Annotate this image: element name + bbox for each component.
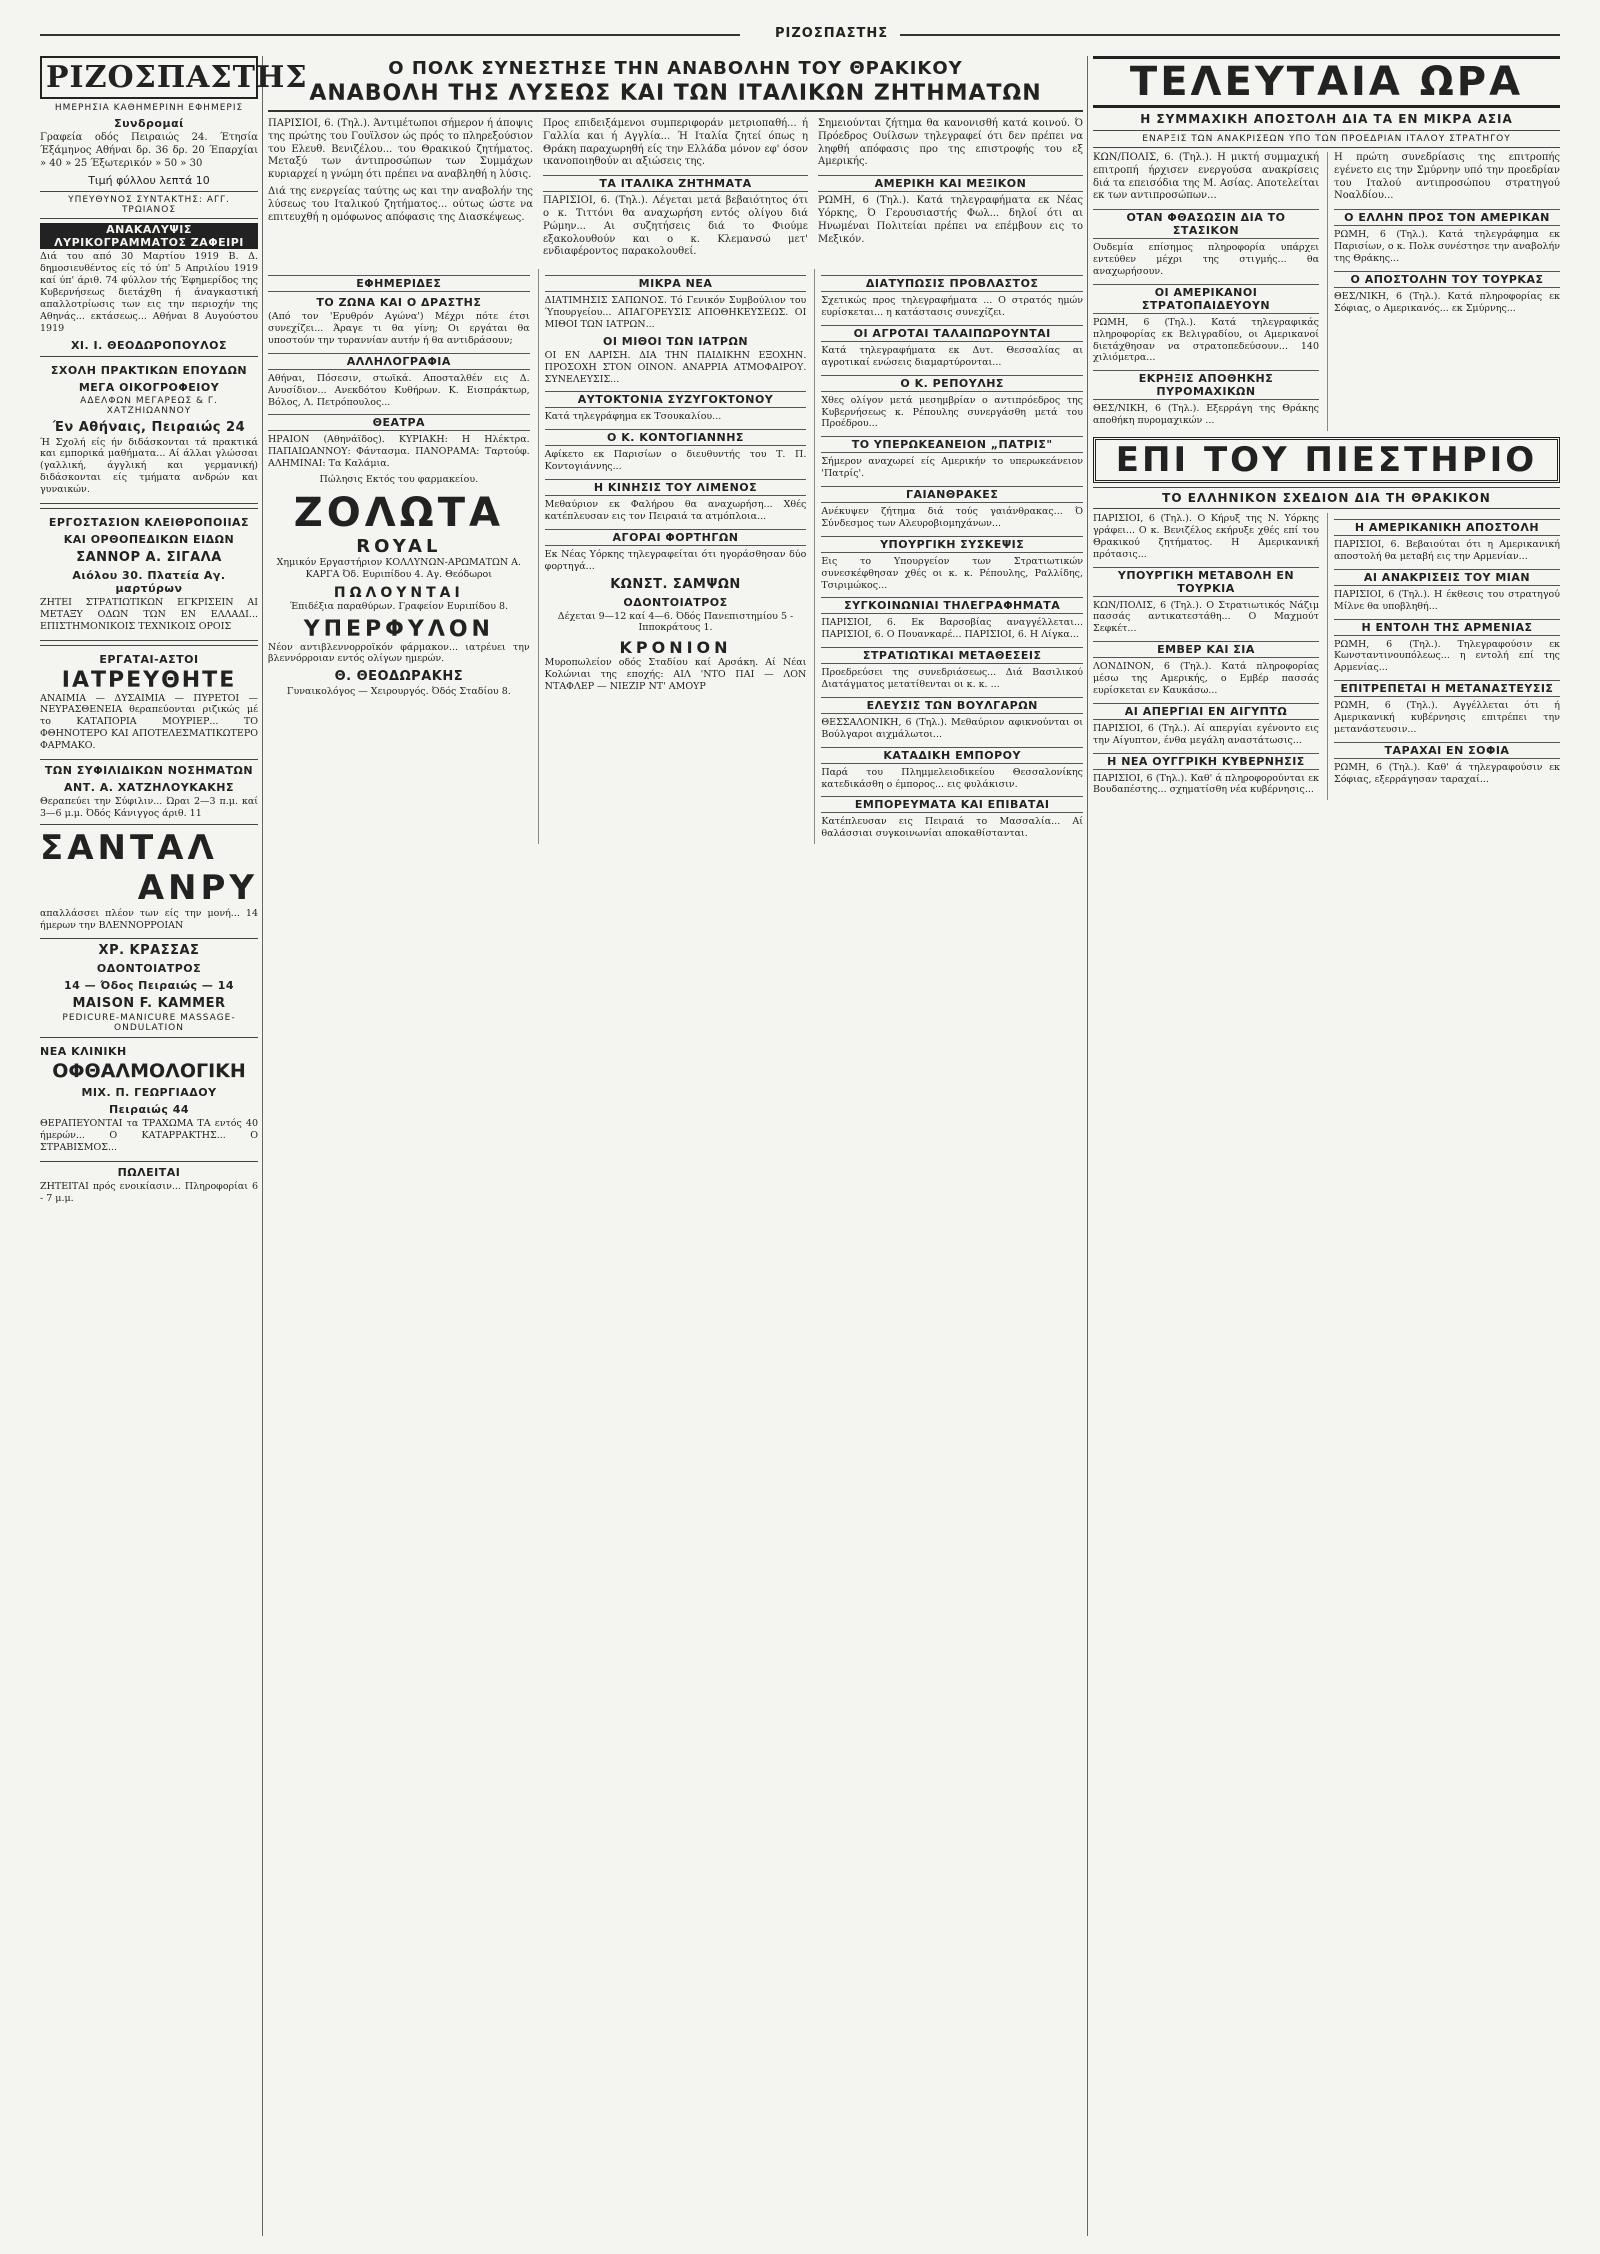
wanted-title: ΠΩΛΕΙΤΑΙ bbox=[117, 1166, 181, 1180]
pi-p10-text: ΡΩΜΗ, 6 (Τηλ.). Καθ' ά τηλεγραφούσιν εκ Σόφιας, εξερράγησαν ταραχαί... bbox=[1334, 761, 1560, 785]
kinisis-text: Μεθαύριον εκ Φαλήρου θα αναχωρήση... Χθές κατέπλευσαν εις τον Πειραιά τα ατμόπλοια... bbox=[544, 499, 807, 522]
fortigon-text: Εκ Νέας Υόρκης τηλεγραφείται ότι ηγοράσθησαν δύο φορτηγά... bbox=[544, 548, 807, 572]
teleftaia-headline: ΤΕΛΕΥΤΑΙΑ ΩΡΑ bbox=[1093, 56, 1560, 108]
aftoktonia-text: Κατά τηλεγράφημα εκ Τσουκαλίου... bbox=[544, 411, 722, 423]
teleftaia-sub2: ΕΝΑΡΞΙΣ ΤΩΝ ΑΝΑΚΡΙΣΕΩΝ ΥΠΟ ΤΩΝ ΠΡΟΕΔΡΙΑΝ ΙΤΑΛΟΥ ΣΤΡΑΤΗΓΟΥ bbox=[1093, 130, 1560, 148]
piestirio-body bbox=[1093, 513, 1560, 800]
doctor-text: ΑΝΑΙΜΙΑ — ΔΥΣΑΙΜΙΑ — ΠΥΡΕΤΟΙ — ΝΕΥΡΑΣΘΕΝΕΙΑ θεραπεύονται ριζικώς μέ το ΚΑΤΑΠΟΡΙΑ ΜΟΥΡΙΕΡ... ΤΟ ΦΘΗΝΟΤΕΡΟ ΚΑΙ ΑΠΟΤΕΛΕΣΜΑΤΙΚΩΤΕΡΟ ΦΑΡΜΑΚΟ. bbox=[40, 692, 258, 752]
lower-section bbox=[268, 269, 1083, 844]
dep-title: ΔΙΑΤΥΠΩΣΙΣ ΠΡΟΒΛΑΣΤΟΣ bbox=[821, 275, 1083, 292]
column-rule-2 bbox=[1087, 56, 1088, 2236]
pi-p2-text: ΚΩΝ/ΠΟΛΙΣ, 6 (Τηλ.). Ο Στρατιωτικός Νάζιμ πασσάς αντικατεστάθη... Ο Μαχμούτ Σεφκέτ... bbox=[1093, 599, 1319, 635]
lower-col-1 bbox=[268, 269, 530, 844]
t-sec4-text: ΡΩΜΗ, 6 (Τηλ.). Κατά τηλεγράφημα εκ Παρισίων, ο κ. Πολκ συνέστησε την αναβολήν της Θράκης... bbox=[1334, 229, 1560, 264]
patris-title: ΤΟ ΥΠΕΡΩΚΕΑΝΕΙΟΝ „ΠΑΤΡΙΣ" bbox=[821, 436, 1083, 453]
banner-top: Ο ΠΟΛΚ ΣΥΝΕΣΤΗΣΕ ΤΗΝ ΑΝΑΒΟΛΗΝ ΤΟΥ ΘΡΑΚΙΚΟΥ bbox=[388, 58, 963, 79]
notice-signature: ΧΙ. Ι. ΘΕΟΔΩΡΟΠΟΥΛΟΣ bbox=[70, 338, 228, 352]
dentist-name: ΧΡ. ΚΡΑΣΣΑΣ bbox=[98, 943, 200, 959]
pi-p8-text: ΡΩΜΗ, 6 (Τηλ.). Τηλεγραφούσιν εκ Κωνσταντινουπόλεως... η εντολή επί της Αρμενίας... bbox=[1334, 638, 1560, 674]
alliot-text: Αθήναι, Πόσεσιν, στωϊκά. Αποσταλθέν εις Δ. Ανυσίδιον... Ανεκδότου Κυθήρων. Κ. Εισπράκτωρ, Βόλος, Λ. Πετρόπουλος... bbox=[268, 372, 530, 408]
italian-text: ΠΑΡΙΣΙΟΙ, 6. (Τηλ.). Λέγεται μετά βεβαιότητος ότι ο κ. Τιττόνι θα αναχωρήση εντός ολίγου διά Ρώμην... Αι συζητήσεις διά το Φιούμε εξακολουθούν και ο κ. Κλεμανσώ μετ' ενδιαφέροντος παρακολουθεί. bbox=[543, 195, 808, 258]
t-sec4-title: Ο ΕΛΛΗΝ ΠΡΟΣ ΤΟΝ ΑΜΕΡΙΚΑΝ bbox=[1334, 209, 1560, 226]
clinic-title: ΝΕΑ ΚΛΙΝΙΚΗ bbox=[40, 1045, 127, 1059]
santal-ad bbox=[40, 824, 258, 940]
gaian-text: Ανέκυψεν ζήτημα διά τούς γαιάνθρακας... Ό Σύνδεσμος των Αλευροβιομηχάνων... bbox=[821, 506, 1084, 529]
santal-text: απαλλάσσει πλέον των είς την μονή... 14 ήμερων την ΒΛΕΝΝΟΡΡΟΙΑΝ bbox=[40, 907, 258, 931]
eph-title: ΕΦΗΜΕΡΙΔΕΣ bbox=[268, 275, 530, 292]
mikra-title: ΜΙΚΡΑ ΝΕΑ bbox=[545, 275, 807, 292]
pi-p2-title: ΥΠΟΥΡΓΙΚΗ ΜΕΤΑΒΟΛΗ ΕΝ ΤΟΥΡΚΙΑ bbox=[1093, 567, 1319, 597]
t-sec1-text: Ουδεμία επίσημος πληροφορία υπάρχει εντεύθεν μέχρι της στιγμής... θα αναχωρήσουν. bbox=[1093, 242, 1319, 277]
pi-p9-title: ΕΠΙΤΡΕΠΕΤΑΙ Η ΜΕΤΑΝΑΣΤΕΥΣΙΣ bbox=[1334, 680, 1560, 697]
column-left bbox=[40, 56, 308, 2236]
mikra-text2: ΟΙ ΕΝ ΛΑΡΙΣΗ. ΔΙΑ ΤΗΝ ΠΑΙΔΙΚΗΝ ΕΞΟΧΗΝ. ΠΡΟΣΟΧΗ ΣΤΟΝ ΟΙΝΟΝ. ΑΝΑΡΡΙΑ ΑΤΜΟΦΑΙΡΟΥ. ΣΥΝΕΛΕΥΣΙΣ... bbox=[544, 349, 807, 385]
dentist-role: ΟΔΟΝΤΟΙΑΤΡΟΣ bbox=[96, 962, 202, 976]
clinic-ad bbox=[40, 1037, 258, 1162]
school-text: Ή Σχολή είς ήν διδάσκονται τά πρακτικά και εμπορικά μαθήματα... Αί άλλαι γλώσσαι (γαλλική, άγγλική και γερμανική) διδάσκονται είς τμήματα ανδρών και γυναικών. bbox=[40, 436, 258, 496]
running-head-title: ΡΙΖΟΣΠΑΣΤΗΣ bbox=[775, 26, 889, 41]
pi-p10-title: ΤΑΡΑΧΑΙ ΕΝ ΣΟΦΙΑ bbox=[1334, 742, 1560, 759]
telegr-text: ΠΑΡΙΣΙΟΙ, 6. Εκ Βαρσοβίας αναγγέλλεται... ΠΑΡΙΣΙΟΙ, 6. Ο Πουανκαρέ... ΠΑΡΙΣΙΟΙ, 6. Η Λίγκα... bbox=[821, 617, 1084, 641]
dentist3-name: ΚΩΝΣΤ. ΣΑΜΨΩΝ bbox=[610, 576, 741, 592]
clinic-name: ΜΙΧ. Π. ΓΕΩΡΓΙΑΔΟΥ bbox=[81, 1086, 217, 1100]
milit-text: Προεδρεύσει της συνεδριάσεως... Διά Βασιλικού Διατάγματος μετατίθενται οι κ. κ. ... bbox=[821, 667, 1084, 691]
eph-sub: ΤΟ ΖΩΝΑ ΚΑΙ Ο ΔΡΑΣΤΗΣ bbox=[316, 296, 482, 310]
teleftaia-sub1: Η ΣΥΜΜΑΧΙΚΗ ΑΠΟΣΤΟΛΗ ΔΙΑ ΤΑ ΕΝ ΜΙΚΡΑ ΑΣΙΑ bbox=[1140, 112, 1513, 126]
pi-p8-title: Η ΕΝΤΟΛΗ ΤΗΣ ΑΡΜΕΝΙΑΣ bbox=[1334, 619, 1560, 636]
dentist3-role: ΟΔΟΝΤΟΙΑΤΡΟΣ bbox=[623, 595, 728, 609]
polountai-word: ΠΩΛΟΥΝΤΑΙ bbox=[333, 584, 464, 601]
pelops-title: ΟΙ ΑΓΡΟΤΑΙ ΤΑΛΑΙΠΩΡΟΥΝΤΑΙ bbox=[821, 325, 1083, 342]
thess-title: ΕΛΕΥΣΙΣ ΤΩΝ ΒΟΥΛΓΑΡΩΝ bbox=[821, 697, 1083, 714]
zoloto-word: ΖΟΛΩΤΑ bbox=[293, 489, 504, 536]
america-text: ΡΩΜΗ, 6 (Τηλ.). Κατά τηλεγραφήματα εκ Νέας Υόρκης, Ό Γερουσιαστής Φωλ... δηλοί ότι αι Ηνωμέναι Πολιτείαι πρέπει να επέμβουν εις το Μεξικόν. bbox=[818, 195, 1083, 245]
polountai-text: Έπιδέξια παραθύρων. Γραφείον Ευριπίδου 8. bbox=[289, 600, 509, 612]
yperfylon-word: ΥΠΕΡΦΥΛΟΝ bbox=[303, 616, 494, 642]
editor: ΥΠΕΥΘΥΝΟΣ ΣΥΝΤΑΚΤΗΣ: ΑΓΓ. ΤΡΩΙΑΝΟΣ bbox=[40, 191, 258, 219]
running-head-rule-left bbox=[40, 34, 740, 36]
mikra-text: ΔΙΑΤΙΜΗΣΙΣ ΣΑΠΩΝΟΣ. Τό Γενικόν Συμβούλιον του Ύπουργείου... ΑΠΑΓΟΡΕΥΣΙΣ ΑΠΟΘΗΚΕΥΣΕΩΣ. ΟΙ ΜΙΘΟΙ ΤΩΝ ΙΑΤΡΩΝ... bbox=[544, 295, 807, 330]
konto-text: Αφίκετο εκ Παρισίων ο διευθυντής του Τ. Π. Κοντογιάννης... bbox=[544, 449, 807, 473]
lead-story bbox=[268, 118, 1083, 263]
america-title: ΑΜΕΡΙΚΗ ΚΑΙ ΜΕΞΙΚΟΝ bbox=[818, 175, 1083, 192]
teleftaia-col-1 bbox=[1093, 152, 1319, 431]
t-sec2-text: ΡΩΜΗ, 6 (Τηλ.). Κατά τηλεγραφικάς πληροφορίας εκ Βελιγραδίου, οι Αμερικανοί διετάχθησαν να στρατοπεδεύσουν... 140 χιλιόμετρα... bbox=[1093, 316, 1319, 364]
zoloto-text: Χημικόν Εργαστήριον ΚΟΛΛΥΝΩΝ-ΑΡΩΜΑΤΩΝ Α. ΚΑΡΓΑ Όδ. Ευριπίδου 4. Αγ. Θεόδωροι bbox=[276, 556, 522, 580]
dentist3-text: Δέχεται 9—12 καί 4—6. Όδός Πανεπιστημίου 5 - Ιπποκράτους 1. bbox=[557, 610, 794, 634]
pi-p3-text: ΛΟΝΔΙΝΟΝ, 6 (Τηλ.). Κατά πληροφορίας μέσω της Αμερικής, ο Εμβέρ πασσάς ευρίσκεται εν Καυκάσω... bbox=[1093, 661, 1319, 696]
t-sec3-text: ΘΕΣ/ΝΙΚΗ, 6 (Τηλ.). Εξερράγη της Θράκης αποθήκη πυρομαχικών ... bbox=[1093, 403, 1319, 427]
pi-p6-text: ΠΑΡΙΣΙΟΙ, 6. Βεβαιούται ότι η Αμερικανική αποστολή θα μεταβή εις την Αρμενίαν... bbox=[1334, 539, 1560, 562]
lead-p1: ΠΑΡΙΣΙΟΙ, 6. (Τηλ.). Άντιμέτωποι σήμερον ή άποψις της πρώτης του Γουϊλσον ώς πρός το πληρεξούσιον του Ελευθ. Βενιζέλου... του Θρακικού ζητήματος. Μεταξύ των άντιπροσώπων των Συμμάχων κυριαρχεί η γνώμη ότι πρέπει να αναβληθή η λύσις. bbox=[268, 118, 533, 181]
pi-p3-title: ΕΜΒΕΡ ΚΑΙ ΣΙΑ bbox=[1093, 641, 1319, 658]
repouli-text: Χθες ολίγον μετά μεσημβρίαν ο αντιπρόεδρος της Κυβερνήσεως κ. Ρέπουλης συνεργάσθη μετά του Προέδρου... bbox=[821, 394, 1084, 430]
t-p2: Η πρώτη συνεδρίασις της επιτροπής εγένετο εις την Σμύρνην υπό την προεδρίαν του Ιταλού αντιπροσώπου στρατηγού Νοαλδίου... bbox=[1334, 152, 1560, 202]
synd-text: Εις το Υπουργείον των Στρατιωτικών συνεσκέφθησαν χθές οι κ. κ. Ρέπουλης, Ραλλίδης, Τσιριμώκος... bbox=[821, 555, 1084, 591]
pi-p4-text: ΠΑΡΙΣΙΟΙ, 6 (Τηλ.). Αί απεργίαι εγένοντο εις την Αίγυπτον, ένθα μεγάλη αναστάτωσις... bbox=[1093, 722, 1319, 746]
zoloto-royal: ROYAL bbox=[356, 535, 442, 557]
pi-p5-text: ΠΑΡΙΣΙΟΙ, 6 (Τηλ.). Καθ' ά πληροφορούνται εκ Βουδαπέστης... σχηματίσθη νέα κυβέρνησις... bbox=[1093, 772, 1319, 796]
kataki-title: ΚΑΤΑΔΙΚΗ ΕΜΠΟΡΟΥ bbox=[821, 747, 1083, 764]
dep-text: Σχετικώς προς τηλεγραφήματα ... Ο στρατός ημών ευρίσκεται... η κατάστασις συνεχίζει. bbox=[821, 295, 1084, 319]
column-center bbox=[268, 56, 1083, 2236]
t-sec2-title: ΟΙ ΑΜΕΡΙΚΑΝΟΙ ΣΤΡΑΤΟΠΑΙΔΕΥΟΥΝ bbox=[1093, 284, 1319, 314]
piestirio-col-1 bbox=[1093, 513, 1319, 800]
piestirio-headline: ΕΠΙ ΤΟΥ ΠΙΕΣΤΗΡΙΟ bbox=[1093, 437, 1560, 483]
yperfylon-text: Νέον αντιβλεννορροϊκόν φάρμακον... ιατρέυει την βλεννόρροιαν εντός ολίγων ημερών. bbox=[268, 641, 530, 665]
workshop-title: ΕΡΓΟΣΤΑΣΙΟΝ ΚΛΕΙΘΡΟΠΟΙΙΑΣ bbox=[48, 515, 250, 529]
subscription-text: Γραφεία οδός Πειραιώς 24. Έτησία Έξάμηνος Αθήναι δρ. 36 δρ. 20 Έπαρχίαι » 40 » 25 Έξωτερικόν » 50 » 30 bbox=[40, 132, 258, 169]
emporevm-text: Κατέπλευσαν εις Πειραιά το Μασσαλία... Αί θαλάσσιαι συγκοινωνίαι αποκαθίστανται. bbox=[821, 816, 1084, 840]
dentist2-title: Θ. ΘΕΟΔΩΡΑΚΗΣ bbox=[334, 669, 464, 685]
thess-text: ΘΕΣΣΑΛΟΝΙΚΗ, 6 (Τηλ.). Μεθαύριον αφικνούνται οι Βούλγαροι αιχμάλωτοι... bbox=[821, 716, 1084, 740]
t-sec3-title: ΕΚΡΗΞΙΣ ΑΠΟΘΗΚΗΣ ΠΥΡΟΜΑΧΙΚΩΝ bbox=[1093, 370, 1319, 400]
lead-col-1 bbox=[268, 118, 533, 263]
piestirio-col-2 bbox=[1327, 513, 1560, 800]
konto-title: Ο Κ. ΚΟΝΤΟΓΙΑΝΝΗΣ bbox=[545, 429, 807, 446]
kinisis-title: Η ΚΙΝΗΣΙΣ ΤΟΥ ΛΙΜΕΝΟΣ bbox=[545, 479, 807, 496]
notice-text: Διά του από 30 Μαρτίου 1919 Β. Δ. δημοσιευθέντος είς τό ύπ' 5 Απριλίου 1919 καί ύπ' άριθ. 74 φύλλον τής Έφημερίδος της Κυβερνήσεως διετάχθη ή άναγκαστική απαλλοτρίωσις των εις την περιοχήν της Αθηνάς... εκτάσεως... Αθήναι 8 Αυγούστου 1919 bbox=[40, 251, 258, 334]
kronion-word: ΚΡΟΝΙΟΝ bbox=[619, 638, 732, 658]
doctor2-title: ΤΩΝ ΣΥΦΙΛΙΔΙΚΩΝ ΝΟΣΗΜΑΤΩΝ bbox=[44, 763, 254, 777]
subscription-title: Συνδρομαί bbox=[114, 117, 184, 130]
gaian-title: ΓΑΙΑΝΘΡΑΚΕΣ bbox=[821, 486, 1083, 503]
lower-col-2 bbox=[538, 269, 807, 844]
tagline: ΗΜΕΡΗΣΙΑ ΚΑΘΗΜΕΡΙΝΗ ΕΦΗΜΕΡΙΣ bbox=[54, 103, 244, 113]
aftoktonia-title: ΑΥΤΟΚΤΟΝΙΑ ΣΥΖΥΓΟΚΤΟΝΟΥ bbox=[545, 391, 807, 408]
doctor-big: ΙΑΤΡΕΥΘΗΤΕ bbox=[61, 667, 237, 693]
clinic-text: ΘΕΡΑΠΕΥΟΝΤΑΙ τα ΤΡΑΧΩΜΑ ΤΑ εντός 40 ήμερών... Ο ΚΑΤΑΡΡΑΚΤΗΣ... Ο ΣΤΡΑΒΙΣΜΟΣ... bbox=[40, 1118, 258, 1154]
wanted-text: ΖΗΤΕΙΤΑΙ πρός ενοικίασιν... Πληροφορίαι 6 - 7 μ.μ. bbox=[40, 1181, 258, 1204]
workshop-name: ΣΑΝΝΟΡ Α. ΣΙΓΑΛΑ bbox=[76, 549, 222, 565]
synd-title: ΥΠΟΥΡΓΙΚΗ ΣΥΣΚΕΨΙΣ bbox=[821, 536, 1083, 553]
kronion-text: Μυροπωλείον οδός Σταδίου καί Αρσάκη. Αί Νέαι Κολώνιαι της εποχής: ΑΙΛ 'ΝΤΟ ΠΑΙ — ΛΟΝ ΝΤΑΦΛΕΡ — ΝΙΕΖΙΡ ΝΤ' ΑΜΟΥΡ bbox=[544, 657, 807, 693]
workshop-text: ΖΗΤΕΙ ΣΤΡΑΤΙΩΤΙΚΩΝ ΕΓΚΡΙΣΕΙΝ ΑΙ ΜΕΤΑΞΥ ΟΔΩΝ ΤΩΝ ΕΝ ΕΛΛΑΔΙ... ΕΠΙΣΤΗΜΟΝΙΚΟΙΣ ΤΕΧΝΙΚΟΙΣ ΟΡΟΙΣ bbox=[40, 596, 258, 632]
lead-p3: Προς επιδειξάμενοι συμπεριφοράν μετριοπαθή... ή Γαλλία και ή Αγγλία... Ή Ιταλία ζητεί όπως η Θράκη παραχωρηθή είς την Ελλάδα μόνον εφ' όσον ικανοποιηθούν αι αξιώσεις της. bbox=[543, 118, 808, 168]
teleftaia-col-2 bbox=[1327, 152, 1560, 431]
kammer-sub: PEDICURE-MANICURE MASSAGE-ONDULATION bbox=[62, 1013, 236, 1034]
santal-word-2: ΑΝΡΥ bbox=[137, 867, 258, 908]
school-names: ΑΔΕΛΦΩΝ ΜΕΓΑΡΕΩΣ & Γ. ΧΑΤΖΗΙΩΑΝΝΟΥ bbox=[80, 395, 218, 416]
milit-title: ΣΤΡΑΤΙΩΤΙΚΑΙ ΜΕΤΑΘΕΣΕΙΣ bbox=[821, 647, 1083, 664]
mikra-sub: ΟΙ ΜΙΘΟΙ ΤΩΝ ΙΑΤΡΩΝ bbox=[602, 334, 749, 348]
pi-p5-title: Η ΝΕΑ ΟΥΓΓΡΙΚΗ ΚΥΒΕΡΝΗΣΙΣ bbox=[1093, 753, 1319, 770]
running-head-rule-right bbox=[900, 34, 1560, 36]
masthead: ΡΙΖΟΣΠΑΣΤΗΣ bbox=[40, 56, 258, 99]
kammer-name: MAISON F. KAMMER bbox=[72, 996, 226, 1012]
running-head bbox=[40, 22, 1560, 48]
italian-title: ΤΑ ΙΤΑΛΙΚΑ ΖΗΤΗΜΑΤΑ bbox=[543, 175, 808, 192]
school-title: ΣΧΟΛΗ ΠΡΑΚΤΙΚΩΝ ΕΠΟΥΔΩΝ bbox=[50, 363, 248, 377]
patris-text: Σήμερον αναχωρεί είς Αμερικήν το υπερωκεάνειον 'Πατρίς'. bbox=[821, 456, 1084, 480]
pi-p9-text: ΡΩΜΗ, 6 (Τηλ.). Αγγέλλεται ότι ή Αμερικανική κυβέρνησις επιτρέπει την μετανάστευσιν... bbox=[1334, 700, 1560, 735]
column-rule-1 bbox=[262, 56, 263, 2236]
pi-p7-title: ΑΙ ΑΝΑΚΡΙΣΕΙΣ ΤΟΥ ΜΙΑΝ bbox=[1334, 569, 1560, 586]
lower-col-3 bbox=[814, 269, 1083, 844]
lead-p4: Σημειούνται ζήτημα θα κανονισθή κατά κοινού. Ό Πρόεδρος Ουίλσων τηλεγραφεί ότι δεν πρέπει να ληφθή απόφασις προ της επιστροφής του εξ Αμερικής. bbox=[818, 118, 1083, 168]
clinic-address: Πειραιώς 44 bbox=[108, 1103, 190, 1117]
pi-p4-title: ΑΙ ΑΠΕΡΓΙΑΙ ΕΝ ΑΙΓΥΠΤΩ bbox=[1093, 703, 1319, 720]
doctor2-text: Θεραπεύει την Σύφιλιν... Ώραι 2—3 π.μ. καί 3—6 μ.μ. Όδός Κάνιγγος άριθ. 11 bbox=[40, 795, 258, 819]
lead-col-2 bbox=[543, 118, 808, 263]
column-right bbox=[1093, 56, 1560, 2236]
doctor-head: ΕΡΓΑΤΑΙ-ΑΣΤΟΙ bbox=[99, 652, 199, 666]
pi-p6-title: Η ΑΜΕΡΙΚΑΝΙΚΗ ΑΠΟΣΤΟΛΗ bbox=[1334, 519, 1560, 536]
teleftaia-body bbox=[1093, 152, 1560, 431]
repouli-title: Ο Κ. ΡΕΠΟΥΛΗΣ bbox=[821, 375, 1083, 392]
price: Τιμή φύλλου λεπτά 10 bbox=[88, 174, 210, 188]
fortigon-title: ΑΓΟΡΑΙ ΦΟΡΤΗΓΩΝ bbox=[545, 529, 807, 546]
dentist-address: 14 — Όδος Πειραιώς — 14 bbox=[63, 979, 235, 993]
emporevm-title: ΕΜΠΟΡΕΥΜΑΤΑ ΚΑΙ ΕΠΙΒΑΤΑΙ bbox=[821, 796, 1083, 813]
zoloto-pre: Πώλησις Εκτός του φαρμακείου. bbox=[319, 474, 479, 486]
t-sec1-title: ΟΤΑΝ ΦΘΑΣΩΣΙΝ ΔΙΑ ΤΟ ΣΤΑΣΙΚΟΝ bbox=[1093, 209, 1319, 239]
alliot-title: ΑΛΛΗΛΟΓΡΑΦΙΑ bbox=[268, 353, 530, 370]
workshop-sub: ΚΑΙ ΟΡΘΟΠΕΔΙΚΩΝ ΕΙΔΩΝ bbox=[63, 532, 235, 546]
pi-p7-text: ΠΑΡΙΣΙΟΙ, 6 (Τηλ.). Η έκθεσις του στρατηγού Μίλνε θα υποβληθή... bbox=[1334, 588, 1560, 612]
theatre-title: ΘΕΑΤΡΑ bbox=[268, 414, 530, 431]
lead-col-3 bbox=[818, 118, 1083, 263]
school-ad bbox=[40, 356, 258, 504]
doctor2-name: ΑΝΤ. Α. ΧΑΤΖΗΛΟΥΚΑΚΗΣ bbox=[63, 780, 235, 794]
notice-title: ΑΝΑΚΑΛΥΨΙΣ ΛΥΡΙΚΟΓΡΑΜΜΑΤΟΣ ΖΑΦΕΙΡΙ bbox=[40, 223, 258, 249]
workshop-ad bbox=[40, 508, 258, 641]
pi-p1: ΠΑΡΙΣΙΟΙ, 6 (Τηλ.). Ο Κήρυξ της Ν. Υόρκης γράφει... Ο κ. Βενιζέλος εκήρυξε χθές επί του Θρακικού ζητήματος. Η Αμερικανική πρότασις... bbox=[1093, 513, 1319, 560]
doctor-ad bbox=[40, 645, 258, 760]
dentist2-text: Γυναικολόγος — Χειρουργός. Όδός Σταδίου 8. bbox=[286, 686, 511, 698]
t-sec5-title: Ο ΑΠΟΣΤΟΛΗΝ ΤΟΥ ΤΟΥΡΚΑΣ bbox=[1334, 271, 1560, 288]
santal-word-1: ΣΑΝΤΑΛ bbox=[40, 827, 218, 868]
clinic-big: ΟΦΘΑΛΜΟΛΟΓΙΚΗ bbox=[52, 1060, 246, 1083]
lead-p2: Διά της ενεργείας ταύτης ως και την αναβολήν της λύσεως του Ιταλικού ζητήματος... ούτως ώστε να επιτευχθή η ομόφωνος απόφασις της Διασκέψεως. bbox=[268, 185, 533, 223]
theatre-text: ΗΡΑΙΟΝ (Αθηνάϊδος). ΚΥΡΙΑΚΗ: Η Ηλέκτρα. ΠΑΠΑΙΩΑΝΝΟΥ: Φάντασμα. ΠΑΝΟΡΑΜΑ: Ταρτούφ. ΑΛΗΜΙΝΑΙ: Τα Καλάμια. bbox=[268, 434, 530, 470]
pelops-text: Κατά τηλεγραφήματα εκ Δυτ. Θεσσαλίας αι αγροτικαί ενώσεις διαμαρτύρονται... bbox=[821, 344, 1084, 368]
telegr-title: ΣΥΓΚΟΙΝΩΝΙΑΙ ΤΗΛΕΓΡΑΦΗΜΑΤΑ bbox=[821, 597, 1083, 614]
piestirio-sub: ΤΟ ΕΛΛΗΝΙΚΟΝ ΣΧΕΔΙΟΝ ΔΙΑ ΤΗ ΘΡΑΚΙΚΟΝ bbox=[1093, 487, 1560, 509]
t-p1: ΚΩΝ/ΠΟΛΙΣ, 6. (Τηλ.). Η μικτή συμμαχική επιτροπή ήρχισεν ενεργούσα ανακρίσεις διά τα επεισόδια της Μ. Ασίας. Αποτελείται εκ των αντιπροσώπων... bbox=[1093, 152, 1319, 202]
banner-main: ΑΝΑΒΟΛΗ ΤΗΣ ΛΥΣΕΩΣ ΚΑΙ ΤΩΝ ΙΤΑΛΙΚΩΝ ΖΗΤΗΜΑΤΩΝ bbox=[268, 81, 1083, 112]
eph-text: (Από τον 'Ερυθρόν Αγώνα') Μέχρι πότε έτσι συνεχίζει... Άραγε τι θα γίνη; Οι εργάται θα υποστούν την τυραννίαν αυτήν ή θα αντιδράσουν; bbox=[268, 311, 530, 346]
workshop-address: Αιόλου 30. Πλατεία Αγ. μαρτύρων bbox=[72, 568, 226, 595]
kataki-text: Παρά του Πλημμελειοδικείου Θεσσαλονίκης κατεδικάσθη ο έμπορος... εις φυλάκισιν. bbox=[821, 766, 1084, 790]
school-address: Έν Αθήναις, Πειραιώς 24 bbox=[52, 419, 246, 435]
school-sub: ΜΕΓΑ ΟΙΚΟΓΡΟΦΕΙΟΥ bbox=[78, 380, 220, 394]
t-sec5-text: ΘΕΣ/ΝΙΚΗ, 6 (Τηλ.). Κατά πληροφορίας εκ Σόφιας, ο Αμερικανός... εκ Σμύρνης... bbox=[1334, 290, 1560, 314]
